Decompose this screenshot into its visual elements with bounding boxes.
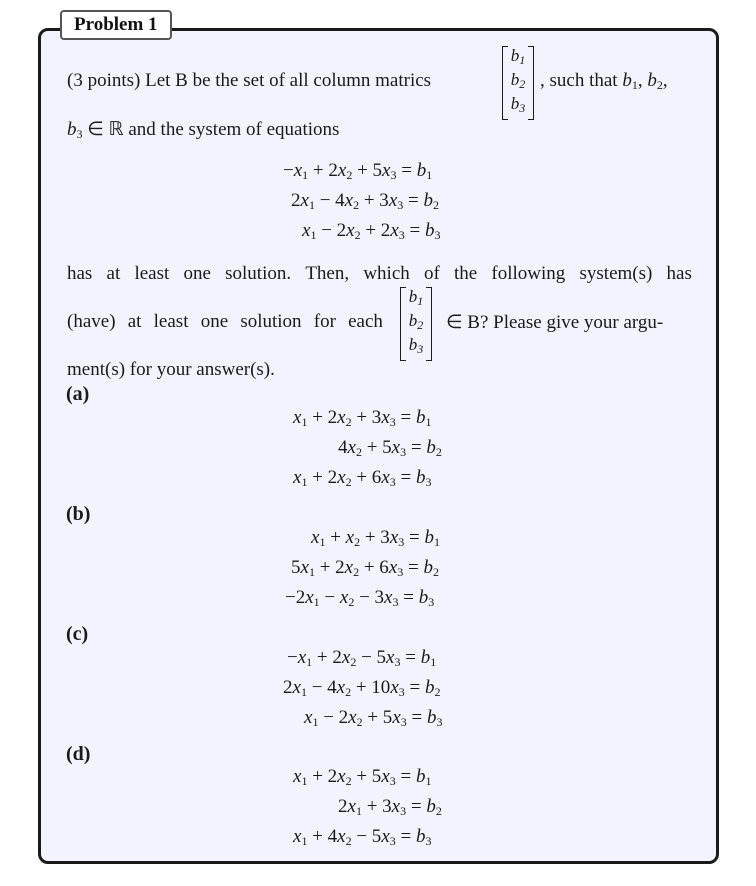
a-eq-1: $x_1 + 2x_2 + 3x_3 = b_1$ (293, 407, 432, 429)
c-eq-2: $2x_1 - 4x_2 + 10x_3 = b_2$ (283, 677, 441, 699)
system-text: and the system of equations (128, 119, 340, 140)
such-that-text: , such that (540, 70, 618, 91)
question-line-2: (have) at least one solution for each (67, 311, 383, 332)
intro-line-1-tail: , such that $b_1$, $b_2$, (540, 70, 668, 92)
d-eq-3: $x_1 + 4x_2 - 5x_3 = b_3$ (293, 826, 432, 848)
given-eq-1: $-x_1 + 2x_2 + 5x_3 = b_1$ (283, 160, 433, 182)
d-eq-2: $2x_1 + 3x_3 = b_2$ (338, 796, 442, 818)
given-eq-2: $2x_1 - 4x_2 + 3x_3 = b_2$ (291, 190, 439, 212)
a-eq-2: $4x_2 + 5x_3 = b_2$ (338, 437, 442, 459)
intro-text: (3 points) Let B be the set of all column matrics (67, 70, 432, 91)
column-vector-b-2: $b_1$ $b_2$ $b_3$ (400, 287, 432, 359)
a-eq-3: $x_1 + 2x_2 + 6x_3 = b_3$ (293, 467, 432, 489)
d-eq-1: $x_1 + 2x_2 + 5x_3 = b_1$ (293, 766, 432, 788)
intro-line-1 (67, 70, 431, 92)
question-line-1: has at least one solution. Then, which of the following system(s) has (67, 263, 692, 284)
option-b-label: (b) (66, 503, 91, 525)
b-eq-3: $-2x_1 - x_2 - 3x_3 = b_3$ (285, 587, 435, 609)
option-a-label: (a) (66, 383, 90, 405)
question-line-2-tail: ∈ B? Please give your argu- (446, 312, 664, 333)
given-eq-3: $x_1 - 2x_2 + 2x_3 = b_3$ (302, 220, 441, 242)
option-d-label: (d) (66, 743, 91, 765)
question-line-3: ment(s) for your answer(s). (67, 359, 275, 380)
b-eq-2: $5x_1 + 2x_2 + 6x_3 = b_2$ (291, 557, 439, 579)
b-eq-1: $x_1 + x_2 + 3x_3 = b_1$ (311, 527, 440, 549)
problem-title: Problem 1 (60, 10, 172, 40)
c-eq-3: $x_1 - 2x_2 + 5x_3 = b_3$ (304, 707, 443, 729)
column-vector-b: $b_1$ $b_2$ $b_3$ (502, 46, 534, 118)
option-c-label: (c) (66, 623, 89, 645)
intro-line-2: $b_3$ ∈ ℝ and the system of equations (67, 119, 340, 141)
c-eq-1: $-x_1 + 2x_2 - 5x_3 = b_1$ (287, 647, 437, 669)
